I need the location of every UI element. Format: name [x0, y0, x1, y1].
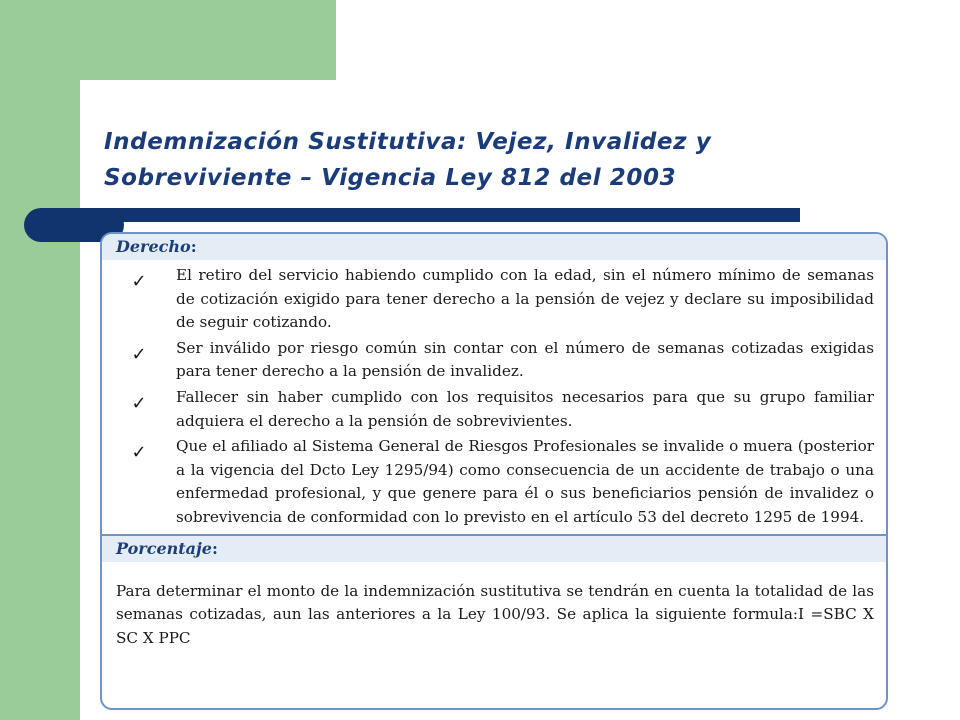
slide-title: Indemnización Sustitutiva: Vejez, Invalidez y Sobreviviente – Vigencia Ley 812 del 2003	[104, 129, 712, 191]
checkmark-icon: ✓	[131, 442, 147, 464]
list-item-text: Fallecer sin haber cumplido con los requisitos necesarios para que su grupo familiar adquiera el derecho a la pensión de sobrevivientes.	[176, 387, 874, 430]
derecho-list	[102, 260, 886, 534]
checkmark-icon: ✓	[131, 271, 147, 292]
content-box	[100, 232, 888, 710]
list-item	[102, 264, 874, 335]
top-green-block	[80, 0, 336, 80]
porcentaje-heading-colon: :	[211, 538, 218, 558]
derecho-heading-label: Derecho	[116, 237, 191, 256]
porcentaje-text: Para determinar el monto de la indemnización sustitutiva se tendrán en cuenta la totalidad de las semanas cotizadas, aun las anteriores a la Ley 100/93. Se aplica la siguiente formula:I =SBC X SC X PPC	[116, 581, 874, 647]
list-item-text: Que el afiliado al Sistema General de Riesgos Profesionales se invalide o muera (posterior a la vigencia del Dcto Ley 1295/94) como consecuencia de un accidente de trabajo o una enfermedad profesional, y que genere para él o sus beneficiarios pensión de invalidez o sobrevivencia de conformidad con lo previsto en el artículo 53 del decreto 1295 de 1994.	[176, 437, 874, 526]
title-rule	[70, 208, 800, 222]
list-item-text: El retiro del servicio habiendo cumplido con la edad, sin el número mínimo de semanas de cotización exigido para tener derecho a la pensión de vejez y declare su imposibilidad de seguir cotizando.	[176, 266, 874, 332]
list-item-text: Ser inválido por riesgo común sin contar con el número de semanas cotizadas exigidas para tener derecho a la pensión de invalidez.	[176, 338, 874, 381]
left-green-bar	[0, 0, 80, 720]
checkmark-icon: ✓	[131, 392, 147, 414]
list-item	[102, 435, 874, 529]
porcentaje-heading-label: Porcentaje	[116, 538, 212, 558]
derecho-heading-colon: :	[190, 237, 197, 256]
list-item	[102, 337, 874, 384]
derecho-heading	[102, 234, 886, 260]
list-item	[102, 386, 874, 433]
porcentaje-heading	[102, 536, 886, 562]
checkmark-icon: ✓	[131, 343, 147, 365]
